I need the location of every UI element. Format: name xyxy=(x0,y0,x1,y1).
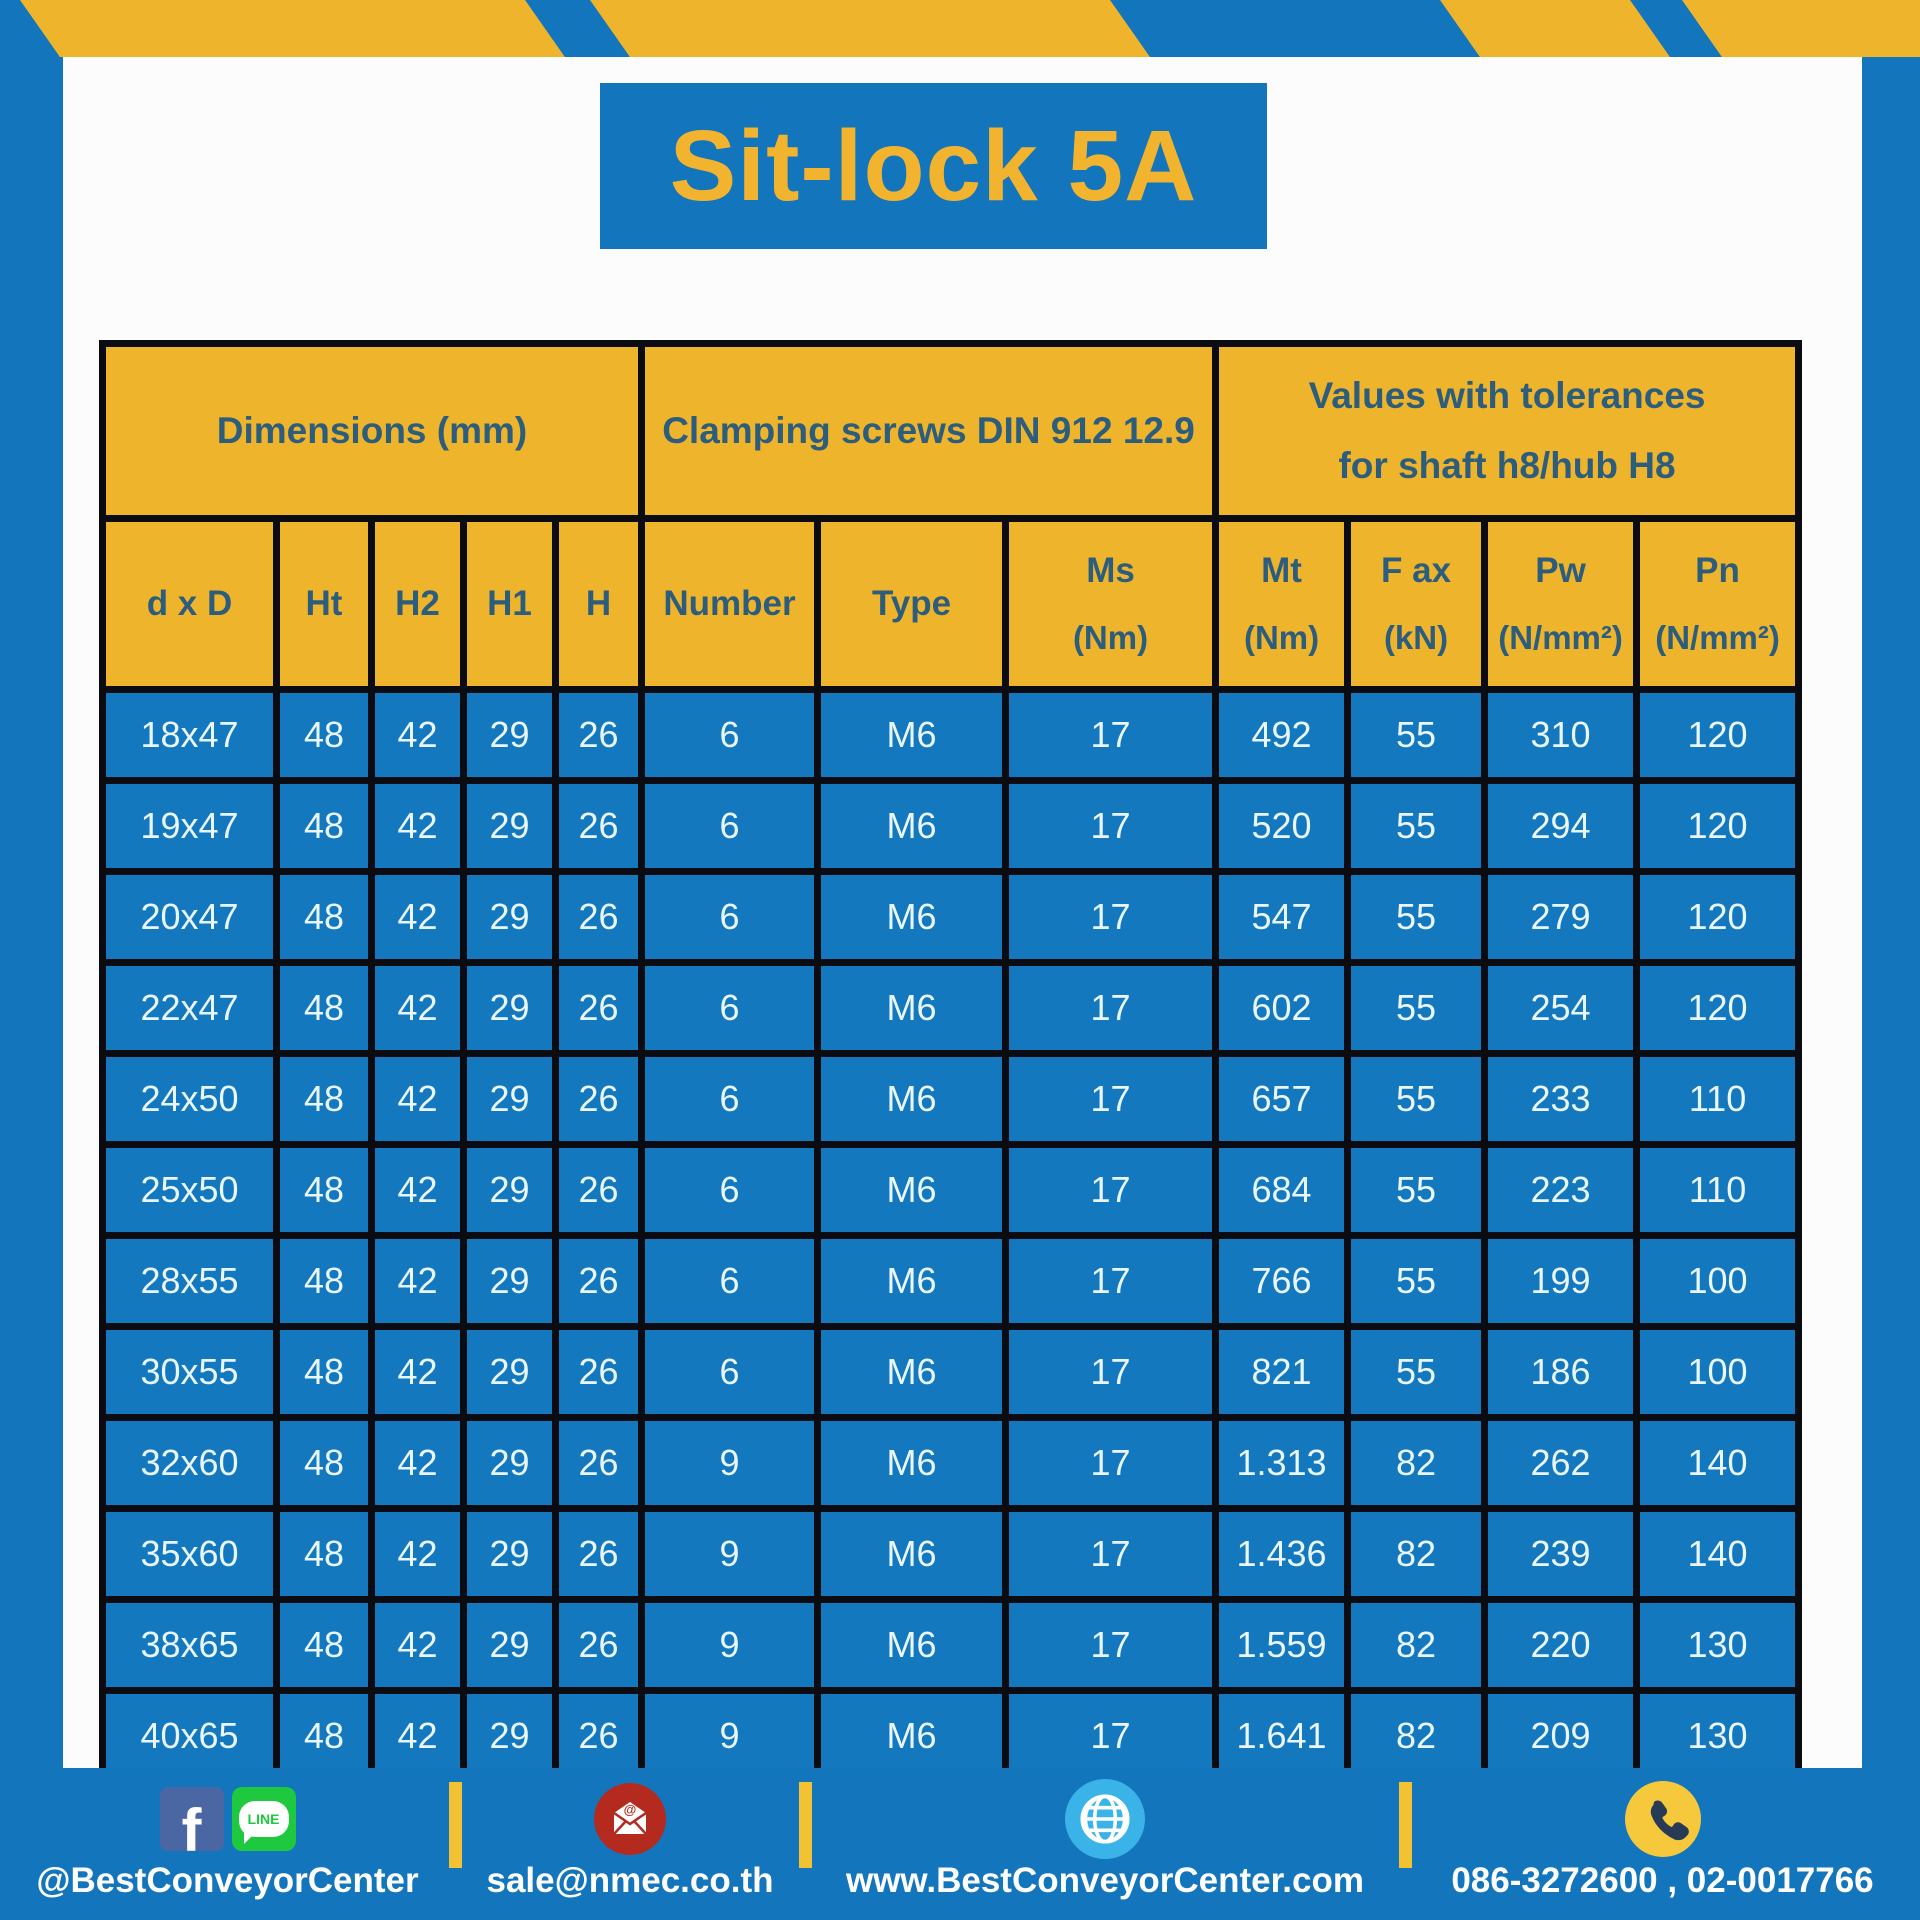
table-cell: 48 xyxy=(277,1054,372,1145)
table-cell: 140 xyxy=(1637,1418,1799,1509)
table-cell: 42 xyxy=(372,1236,464,1327)
table-cell: 22x47 xyxy=(103,963,277,1054)
table-cell: 223 xyxy=(1485,1145,1637,1236)
table-cell: 42 xyxy=(372,872,464,963)
group-header-cell xyxy=(103,344,642,519)
table-cell: M6 xyxy=(818,963,1006,1054)
table-cell: 26 xyxy=(556,1236,642,1327)
table-cell: 220 xyxy=(1485,1600,1637,1691)
table-cell: 17 xyxy=(1006,1054,1216,1145)
table-cell: 130 xyxy=(1637,1600,1799,1691)
table-cell: 48 xyxy=(277,690,372,781)
table-cell: 29 xyxy=(464,1691,556,1782)
table-row xyxy=(103,1236,1799,1327)
table-cell: 279 xyxy=(1485,872,1637,963)
social-icon-row xyxy=(160,1781,296,1857)
table-cell: 1.641 xyxy=(1216,1691,1348,1782)
table-cell: 29 xyxy=(464,1145,556,1236)
column-header-label: d x D xyxy=(146,584,233,623)
table-cell: 6 xyxy=(642,690,818,781)
column-header-cell xyxy=(556,519,642,690)
column-header-label: Ms xyxy=(1086,550,1135,590)
table-cell: 17 xyxy=(1006,1327,1216,1418)
table-row xyxy=(103,1145,1799,1236)
table-cell: 17 xyxy=(1006,1145,1216,1236)
table-cell: 29 xyxy=(464,1236,556,1327)
table-cell: 55 xyxy=(1348,963,1485,1054)
column-header-cell xyxy=(1485,519,1637,690)
footer-section-phone xyxy=(1405,1768,1920,1920)
table-row xyxy=(103,872,1799,963)
table-cell: 100 xyxy=(1637,1236,1799,1327)
table-cell: 19x47 xyxy=(103,781,277,872)
table-cell: 6 xyxy=(642,1054,818,1145)
table-cell: 310 xyxy=(1485,690,1637,781)
group-header-text: Dimensions (mm) xyxy=(216,410,528,451)
table-cell: 17 xyxy=(1006,1691,1216,1782)
table-row xyxy=(103,1054,1799,1145)
column-header-unit: (kN) xyxy=(1383,619,1449,657)
table-cell: M6 xyxy=(818,1145,1006,1236)
table-cell: 42 xyxy=(372,1145,464,1236)
table-cell: 55 xyxy=(1348,1054,1485,1145)
table-cell: 38x65 xyxy=(103,1600,277,1691)
table-cell: 42 xyxy=(372,1327,464,1418)
table-cell: 6 xyxy=(642,1236,818,1327)
column-header-cell xyxy=(103,519,277,690)
column-header-label: Type xyxy=(871,584,952,623)
table-cell: 82 xyxy=(1348,1600,1485,1691)
column-header-cell xyxy=(277,519,372,690)
table-cell: 29 xyxy=(464,963,556,1054)
table-cell: 28x55 xyxy=(103,1236,277,1327)
table-cell: 55 xyxy=(1348,1145,1485,1236)
table-cell: 26 xyxy=(556,1418,642,1509)
table-cell: 48 xyxy=(277,1418,372,1509)
phone-icon xyxy=(1625,1781,1701,1857)
table-cell: 26 xyxy=(556,1691,642,1782)
diagonal-stripe xyxy=(20,0,565,57)
table-cell: 48 xyxy=(277,963,372,1054)
group-header-text: Clamping screws DIN 912 12.9 xyxy=(662,410,1195,451)
table-cell: 29 xyxy=(464,1509,556,1600)
table-cell: 48 xyxy=(277,1236,372,1327)
table-cell: 24x50 xyxy=(103,1054,277,1145)
column-header-cell xyxy=(1348,519,1485,690)
table-cell: 6 xyxy=(642,963,818,1054)
table-cell: 26 xyxy=(556,690,642,781)
svg-text:@: @ xyxy=(623,1802,637,1817)
column-header-unit: (N/mm²) xyxy=(1655,619,1780,657)
table-cell: 82 xyxy=(1348,1509,1485,1600)
table-cell: 20x47 xyxy=(103,872,277,963)
column-header-label: H1 xyxy=(487,584,532,623)
table-cell: 48 xyxy=(277,1509,372,1600)
table-cell: 186 xyxy=(1485,1327,1637,1418)
table-cell: M6 xyxy=(818,1600,1006,1691)
table-cell: 6 xyxy=(642,781,818,872)
website-text: www.BestConveyorCenter.com xyxy=(845,1861,1364,1900)
table-cell: 120 xyxy=(1637,690,1799,781)
footer-section-social xyxy=(0,1768,455,1920)
table-cell: 29 xyxy=(464,872,556,963)
table-cell: 55 xyxy=(1348,690,1485,781)
table-cell: 233 xyxy=(1485,1054,1637,1145)
table-cell: 17 xyxy=(1006,963,1216,1054)
table-cell: 26 xyxy=(556,1145,642,1236)
facebook-handle: @BestConveyorCenter xyxy=(36,1861,419,1900)
column-header-label: Pw xyxy=(1535,550,1586,590)
column-header-cell xyxy=(642,519,818,690)
table-cell: 40x65 xyxy=(103,1691,277,1782)
table-cell: 1.559 xyxy=(1216,1600,1348,1691)
table-cell: 29 xyxy=(464,1054,556,1145)
table-cell: M6 xyxy=(818,1327,1006,1418)
table-cell: 48 xyxy=(277,1327,372,1418)
table-cell: 42 xyxy=(372,690,464,781)
page-title-text: Sit-lock 5A xyxy=(669,109,1198,222)
table-cell: M6 xyxy=(818,1236,1006,1327)
table-row xyxy=(103,963,1799,1054)
table-cell: 30x55 xyxy=(103,1327,277,1418)
table-cell: 17 xyxy=(1006,781,1216,872)
column-header-cell xyxy=(1216,519,1348,690)
table-cell: 9 xyxy=(642,1418,818,1509)
phone-text: 086-3272600 , 02-0017766 xyxy=(1451,1861,1874,1900)
table-row xyxy=(103,1509,1799,1600)
table-cell: 9 xyxy=(642,1600,818,1691)
table-cell: 26 xyxy=(556,1509,642,1600)
table-cell: 17 xyxy=(1006,1418,1216,1509)
table-cell: 42 xyxy=(372,1418,464,1509)
column-header-cell xyxy=(372,519,464,690)
spec-table-wrap xyxy=(99,340,1802,1785)
table-cell: 6 xyxy=(642,1145,818,1236)
column-header-label: Ht xyxy=(305,584,343,623)
table-cell: 18x47 xyxy=(103,690,277,781)
table-cell: 239 xyxy=(1485,1509,1637,1600)
table-cell: 110 xyxy=(1637,1054,1799,1145)
table-cell: M6 xyxy=(818,872,1006,963)
table-cell: M6 xyxy=(818,690,1006,781)
table-cell: 6 xyxy=(642,872,818,963)
email-text: sale@nmec.co.th xyxy=(486,1861,774,1900)
table-cell: 492 xyxy=(1216,690,1348,781)
table-cell: 547 xyxy=(1216,872,1348,963)
content-panel xyxy=(63,57,1862,1768)
table-cell: 55 xyxy=(1348,781,1485,872)
table-cell: 120 xyxy=(1637,963,1799,1054)
table-cell: 29 xyxy=(464,690,556,781)
table-cell: 17 xyxy=(1006,872,1216,963)
line-bubble: LINE xyxy=(239,1801,289,1837)
group-header-text: for shaft h8/hub H8 xyxy=(1338,445,1676,486)
table-cell: 29 xyxy=(464,781,556,872)
table-cell: 48 xyxy=(277,1691,372,1782)
table-cell: 42 xyxy=(372,1691,464,1782)
table-cell: 29 xyxy=(464,1600,556,1691)
table-cell: 25x50 xyxy=(103,1145,277,1236)
column-header-cell xyxy=(464,519,556,690)
facebook-icon: f xyxy=(160,1787,224,1851)
table-cell: 29 xyxy=(464,1418,556,1509)
table-row xyxy=(103,1600,1799,1691)
page-title xyxy=(600,83,1267,249)
column-header-cell xyxy=(1006,519,1216,690)
column-header-unit: (Nm) xyxy=(1072,619,1149,657)
table-cell: 262 xyxy=(1485,1418,1637,1509)
table-cell: 17 xyxy=(1006,1600,1216,1691)
table-cell: 657 xyxy=(1216,1054,1348,1145)
diagonal-stripe xyxy=(590,0,1150,57)
table-cell: 48 xyxy=(277,872,372,963)
table-cell: 17 xyxy=(1006,1509,1216,1600)
table-row xyxy=(103,1418,1799,1509)
table-cell: 35x60 xyxy=(103,1509,277,1600)
top-decoration-bar xyxy=(0,0,1920,57)
table-cell: 209 xyxy=(1485,1691,1637,1782)
footer-divider xyxy=(449,1782,462,1868)
table-cell: 1.313 xyxy=(1216,1418,1348,1509)
column-header-label: Mt xyxy=(1261,550,1302,590)
table-cell: 42 xyxy=(372,781,464,872)
diagonal-stripe xyxy=(1682,0,1920,57)
table-cell: 26 xyxy=(556,781,642,872)
table-cell: M6 xyxy=(818,1054,1006,1145)
table-row xyxy=(103,1327,1799,1418)
table-cell: 140 xyxy=(1637,1509,1799,1600)
footer-section-email xyxy=(455,1768,805,1920)
table-cell: 1.436 xyxy=(1216,1509,1348,1600)
globe-icon xyxy=(1065,1779,1145,1859)
mail-icon xyxy=(594,1783,666,1855)
table-row xyxy=(103,781,1799,872)
table-cell: 26 xyxy=(556,963,642,1054)
table-cell: 42 xyxy=(372,1509,464,1600)
table-cell: 26 xyxy=(556,872,642,963)
table-cell: 26 xyxy=(556,1327,642,1418)
column-header-label: H xyxy=(585,584,612,623)
table-cell: 17 xyxy=(1006,1236,1216,1327)
group-header-cell xyxy=(1216,344,1799,519)
table-cell: M6 xyxy=(818,1509,1006,1600)
column-header-label: H2 xyxy=(395,584,440,623)
column-header-label: Pn xyxy=(1695,550,1740,590)
table-cell: 199 xyxy=(1485,1236,1637,1327)
table-cell: 32x60 xyxy=(103,1418,277,1509)
table-cell: 42 xyxy=(372,1054,464,1145)
column-header-cell xyxy=(818,519,1006,690)
footer-divider xyxy=(1399,1782,1412,1868)
group-header-text: Values with tolerances xyxy=(1308,375,1706,416)
table-cell: 254 xyxy=(1485,963,1637,1054)
column-header-unit: (N/mm²) xyxy=(1498,619,1623,657)
table-cell: M6 xyxy=(818,781,1006,872)
table-cell: 110 xyxy=(1637,1145,1799,1236)
table-cell: M6 xyxy=(818,1691,1006,1782)
table-cell: 9 xyxy=(642,1509,818,1600)
table-cell: 82 xyxy=(1348,1418,1485,1509)
table-cell: 602 xyxy=(1216,963,1348,1054)
table-cell: 55 xyxy=(1348,872,1485,963)
table-cell: 55 xyxy=(1348,1327,1485,1418)
table-cell: 100 xyxy=(1637,1327,1799,1418)
table-cell: 26 xyxy=(556,1054,642,1145)
table-row xyxy=(103,690,1799,781)
table-cell: 766 xyxy=(1216,1236,1348,1327)
group-header-cell xyxy=(642,344,1216,519)
footer-divider xyxy=(799,1782,812,1868)
table-cell: 29 xyxy=(464,1327,556,1418)
column-header-unit: (Nm) xyxy=(1243,619,1320,657)
table-cell: 17 xyxy=(1006,690,1216,781)
spec-table xyxy=(99,340,1802,1785)
table-cell: 6 xyxy=(642,1327,818,1418)
table-cell: 42 xyxy=(372,1600,464,1691)
table-cell: 684 xyxy=(1216,1145,1348,1236)
column-header-label: Number xyxy=(663,584,796,623)
table-cell: 48 xyxy=(277,1600,372,1691)
table-cell: 520 xyxy=(1216,781,1348,872)
line-icon xyxy=(232,1787,296,1851)
column-header-cell xyxy=(1637,519,1799,690)
table-cell: 9 xyxy=(642,1691,818,1782)
table-cell: 48 xyxy=(277,781,372,872)
table-cell: 294 xyxy=(1485,781,1637,872)
column-header-label: F ax xyxy=(1381,550,1452,590)
table-cell: 42 xyxy=(372,963,464,1054)
table-cell: 55 xyxy=(1348,1236,1485,1327)
table-cell: 120 xyxy=(1637,781,1799,872)
footer xyxy=(0,1768,1920,1920)
table-cell: 82 xyxy=(1348,1691,1485,1782)
footer-section-website xyxy=(805,1768,1405,1920)
table-cell: 48 xyxy=(277,1145,372,1236)
diagonal-stripe xyxy=(1440,0,1670,57)
table-cell: M6 xyxy=(818,1418,1006,1509)
table-cell: 120 xyxy=(1637,872,1799,963)
table-cell: 26 xyxy=(556,1600,642,1691)
table-cell: 821 xyxy=(1216,1327,1348,1418)
table-cell: 130 xyxy=(1637,1691,1799,1782)
